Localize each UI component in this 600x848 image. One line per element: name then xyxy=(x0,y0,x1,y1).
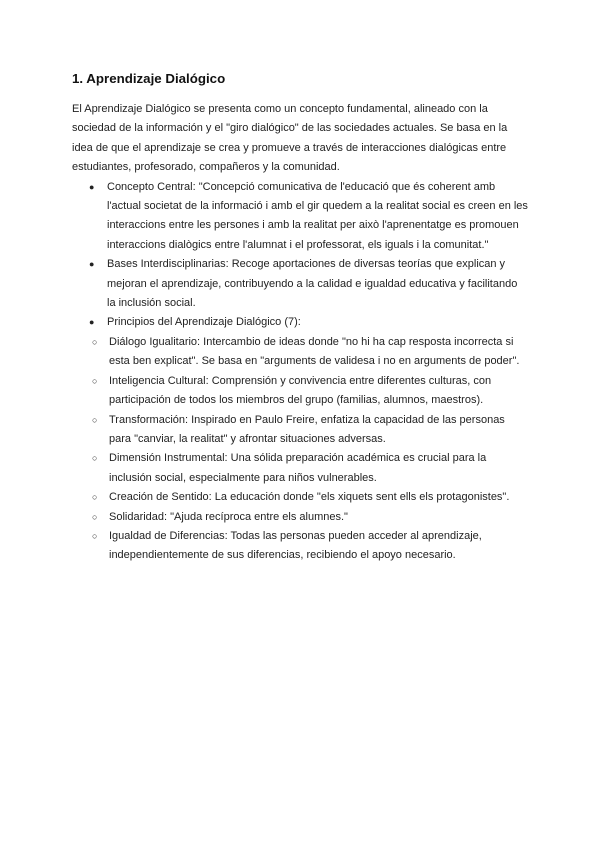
principle-text: Igualdad de Diferencias: Todas las personas pueden acceder al aprendizaje, independientemente de sus diferencias, recibiendo el apoyo necesario. xyxy=(109,529,482,562)
principle-text: Inteligencia Cultural: Comprensión y convivencia entre diferentes culturas, con participación de todos los miembros del grupo (familias, alumnos, maestros). xyxy=(109,374,492,407)
principle-text: Transformación: Inspirado en Paulo Freire, enfatiza la capacidad de las personas para "canviar, la realitat" y afrontar situaciones adversas. xyxy=(109,413,505,445)
principle-text: Diálogo Igualitario: Intercambio de ideas donde "no hi ha cap resposta incorrecta si esta ben explicat". Se basa en "arguments de validesa i no en arguments de poder". xyxy=(109,335,520,368)
hollow-bullet-icon: ○ xyxy=(92,492,98,503)
principle-text: Creación de Sentido: La educación donde "els xiquets sent ells els protagonistes". xyxy=(109,491,510,504)
principle-solidaridad xyxy=(72,508,528,527)
section-heading: 1. Aprendizaje Dialógico xyxy=(72,71,226,86)
filled-bullet-icon: ● xyxy=(89,317,95,328)
intro-paragraph: El Aprendizaje Dialógico se presenta como un concepto fundamental, alineado con la sociedad de la información y el "giro dialógico" de las sociedades actuales. Se basa en la idea de que el aprendizaje se crea y promueve a través de interacciones dialógicas entre estudiantes, profesorado, compañeros y la comunidad. xyxy=(72,103,508,174)
list-item-text: Concepto Central: "Concepció comunicativa de l'educació que és coherent amb l'actual societat de la informació i amb el gir quedem a la realitat social es creen en les interaccions entre les persones i amb la realitat per això l'aprenentatge es promouen interaccions dialògics entre l'alumnat i el professorat, els iguals i la comunitat." xyxy=(107,180,528,251)
hollow-bullet-icon: ○ xyxy=(92,414,98,425)
list-item-principios xyxy=(72,313,528,332)
principles-sub-list xyxy=(72,333,528,566)
hollow-bullet-icon: ○ xyxy=(92,511,98,522)
hollow-bullet-icon: ○ xyxy=(92,453,98,464)
principle-text: Solidaridad: "Ajuda recíproca entre els alumnes." xyxy=(109,510,348,523)
principle-igualdad-de-diferencias xyxy=(72,527,528,566)
list-item-text: Bases Interdisciplinarias: Recoge aportaciones de diversas teorías que explican y mejoran el aprendizaje, contribuyendo a la calidad e igualdad educativa y facilitando la inclusión social. xyxy=(107,258,518,310)
main-bullet-list xyxy=(72,178,528,333)
hollow-bullet-icon: ○ xyxy=(92,375,98,386)
hollow-bullet-icon: ○ xyxy=(92,336,98,347)
filled-bullet-icon: ● xyxy=(89,181,95,192)
principle-text: Dimensión Instrumental: Una sólida preparación académica es crucial para la inclusión social, especialmente para niños vulnerables. xyxy=(109,452,487,484)
hollow-bullet-icon: ○ xyxy=(92,530,98,541)
list-item-text: Principios del Aprendizaje Dialógico (7): xyxy=(107,316,301,329)
principle-creacion-de-sentido xyxy=(72,488,528,507)
principle-transformacion xyxy=(72,411,528,450)
filled-bullet-icon: ● xyxy=(89,259,95,270)
principle-inteligencia-cultural xyxy=(72,372,528,411)
document-page xyxy=(72,70,528,566)
principle-dimension-instrumental xyxy=(72,449,528,488)
principle-dialogo-igualitario xyxy=(72,333,528,372)
list-item-concepto-central xyxy=(72,178,528,256)
list-item-bases-interdisciplinarias xyxy=(72,255,528,313)
